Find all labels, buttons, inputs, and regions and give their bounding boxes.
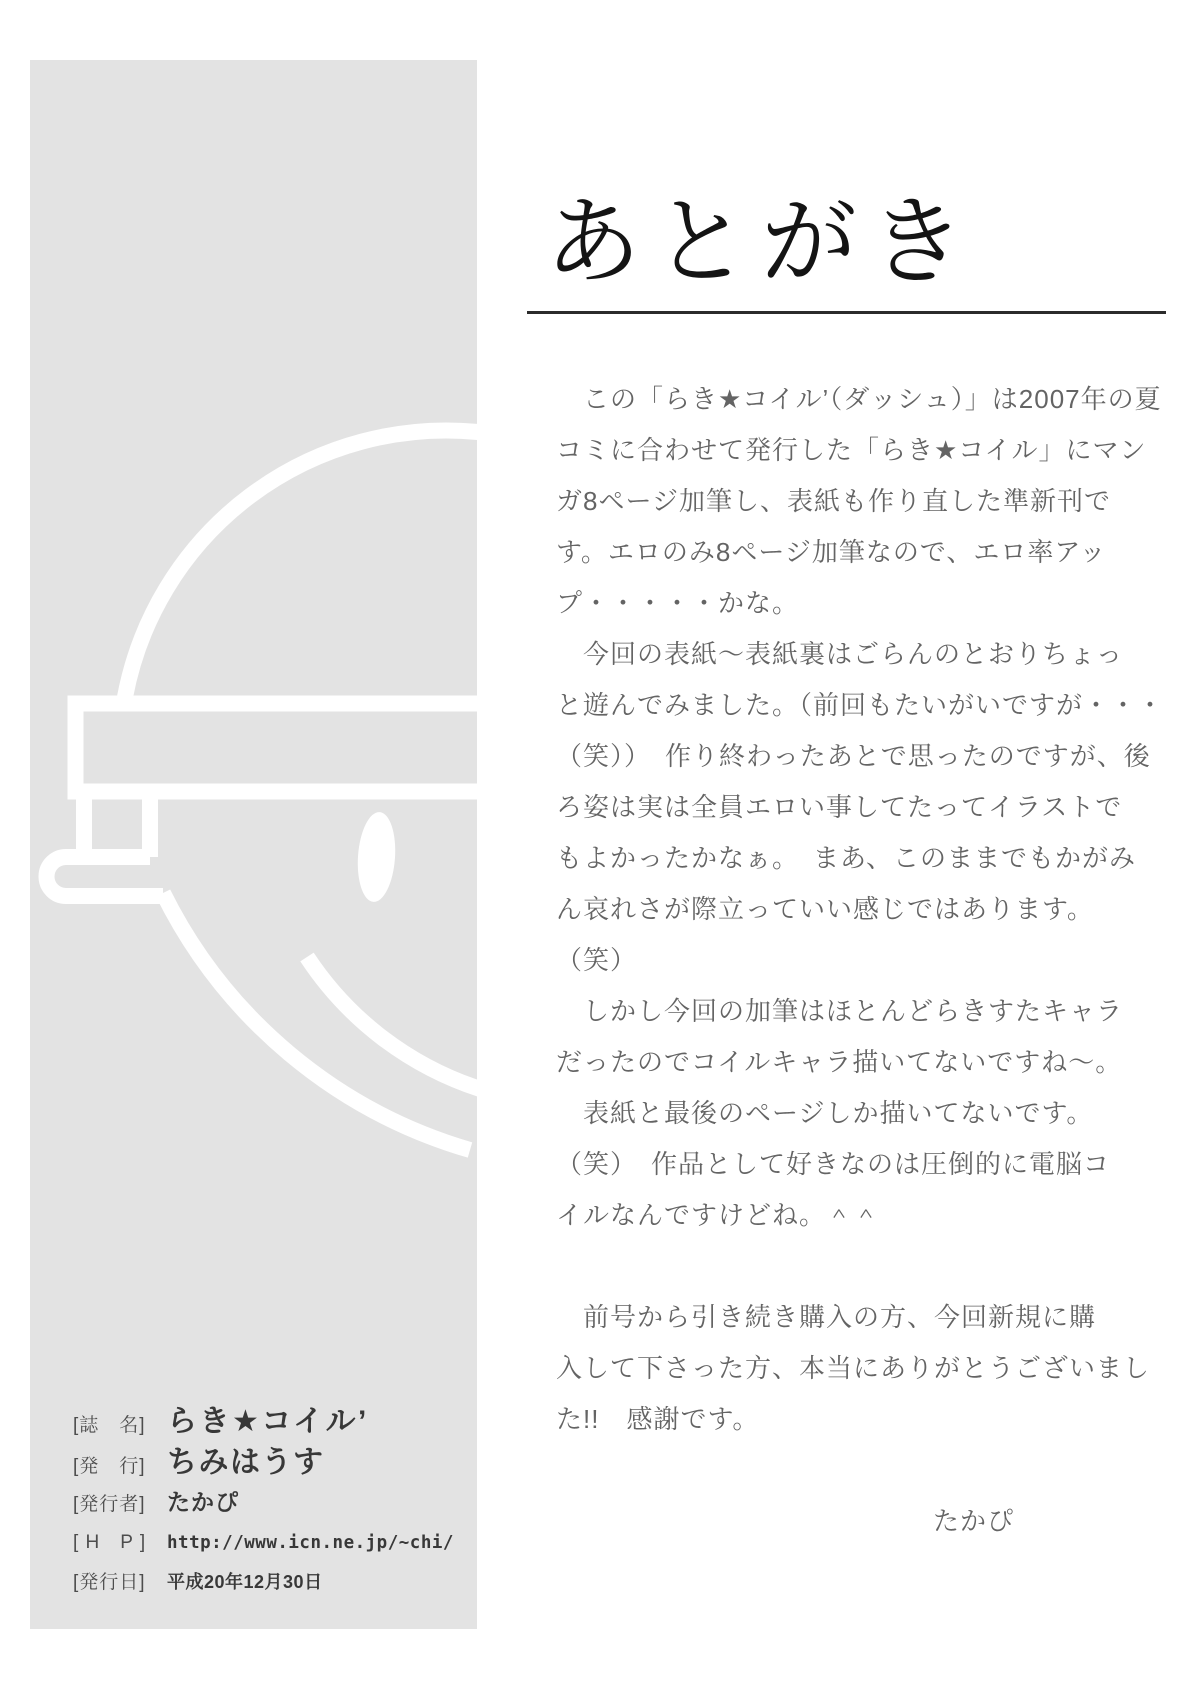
body-line: しかし今回の加筆はほとんどらきすたキャラ [556,996,1124,1026]
body-line: プ・・・・・かな。 [556,588,800,618]
colophon-value-homepage-url: http://www.icn.ne.jp/~chi/ [167,1533,454,1553]
left-art-panel [30,60,477,1629]
colophon-row-publisher [73,1484,239,1517]
body-line: と遊んでみました。（前回もたいがいですが・・・ [556,690,1165,720]
colophon-label: [発行日] [73,1572,146,1593]
body-line: す。エロのみ8ページ加筆なので、エロ率アッ [556,537,1107,567]
colophon-label: [ H P ] [73,1532,147,1553]
body-line [556,1241,1048,1292]
smiley-face-graphic [30,60,477,1629]
body-line: （笑）） 作り終わったあとで思ったのですが、後 [556,741,1151,771]
body-line: 表紙と最後のページしか描いてないです。 [556,1098,1094,1128]
page-title: あとがき [545,189,977,296]
colophon-label: [誌 名] [73,1415,146,1436]
eye-shape [355,811,398,903]
colophon-row-date [73,1567,323,1594]
body-line: 今回の表紙〜表紙裏はごらんのとおりちょっ [556,639,1124,669]
colophon-label: [発行者] [73,1494,146,1515]
body-line: この「らき★コイル’（ダッシュ）」は2007年の夏 [556,384,1162,414]
body-line: た!! 感謝です。 [556,1404,760,1434]
body-line: （笑） 作品として好きなのは圧倒的に電脳コ [556,1149,1111,1179]
colophon-row-circle [73,1437,325,1481]
body-line: ろ姿は実は全員エロい事してたってイラストで [556,792,1123,822]
colophon-value-date: 平成20年12月30日 [167,1572,323,1592]
smile-arc [307,957,477,1089]
colophon-label: [発 行] [73,1456,146,1477]
body-line: 前号から引き続き購入の方、今回新規に購 [556,1302,1097,1332]
body-line: ん哀れさが際立っていい感じではあります。 [556,894,1094,924]
body-line: だったのでコイルキャラ描いてないですね〜。 [556,1047,1123,1077]
body-line: 入して下さった方、本当にありがとうございまし [556,1353,1151,1383]
colophon-value-circle: ちみはうす [167,1446,325,1479]
body-line [556,1445,1048,1496]
head-bottom-arc [163,893,470,1150]
body-line: （笑） [556,945,638,975]
body-line: イルなんですけどね。＾＾ [556,1200,881,1230]
body-line: もよかったかなぁ。 まあ、このままでもかがみ [556,843,1136,873]
title-underline [527,311,1166,314]
colophon-value-publisher: たかぴ [167,1489,239,1515]
visor-band [76,704,478,792]
colophon-value-title: らき★コイル’ [167,1405,369,1438]
body-line: ガ8ページ加筆し、表紙も作り直した準新刊で [556,486,1111,516]
author-signature: たかぴ [932,1506,1014,1536]
afterword-text [556,374,1165,1547]
colophon-row-homepage [73,1527,454,1554]
head-top-arc [125,430,477,697]
body-line: コミに合わせて発行した「らき★コイル」にマン [556,435,1147,465]
colophon-row-title [73,1396,369,1440]
ear-handle [47,798,164,896]
